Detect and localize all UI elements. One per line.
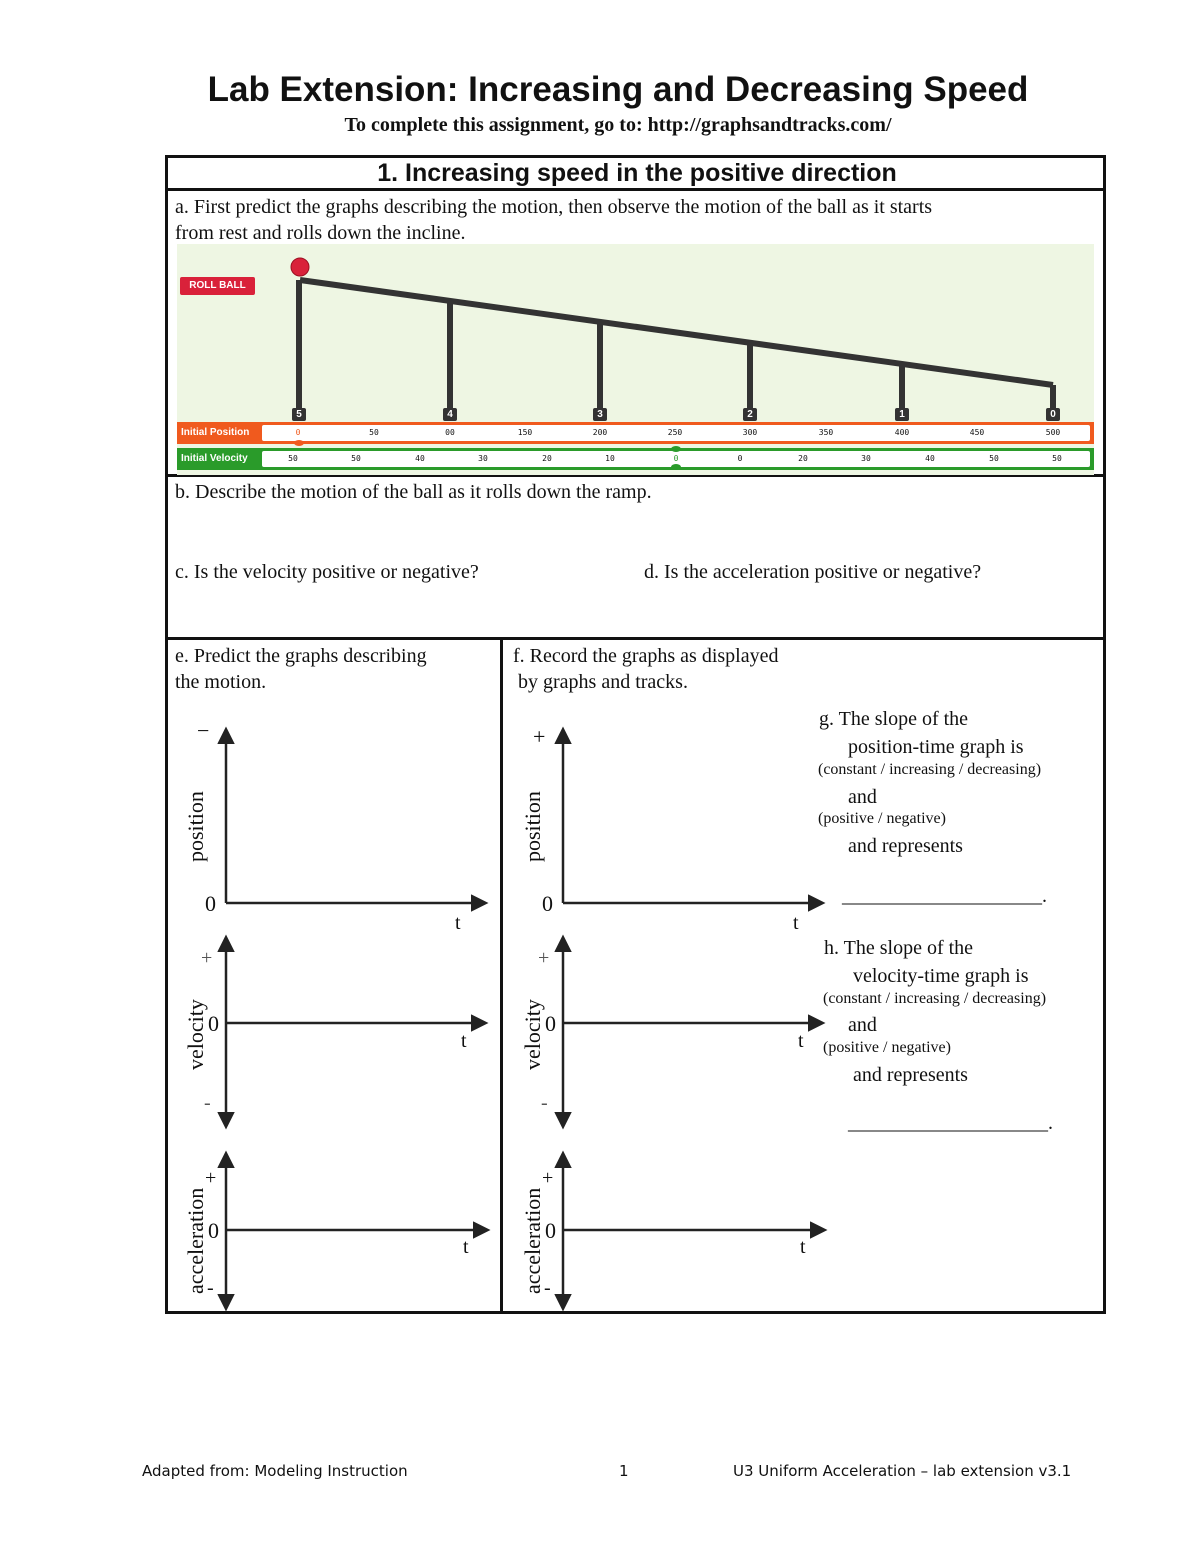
velocity-tick: 50 [351,454,361,463]
question-d: d. Is the acceleration positive or negative? [644,561,982,583]
slope-g-line1: g. The slope of the [819,708,969,730]
position-tick: 400 [894,428,910,437]
velocity-tick: 30 [478,454,488,463]
velocity-tick: 20 [798,454,808,463]
footer-source: Adapted from: Modeling Instruction [142,1462,408,1480]
question-b: b. Describe the motion of the ball as it rolls down the ramp. [175,481,652,503]
left-position-zero: 0 [205,891,216,916]
slope-g-blank[interactable]: ____________________. [842,885,1047,907]
position-tick: 200 [592,428,608,437]
left-acceleration-minus: - [207,1277,214,1299]
velocity-tick: 0 [737,454,743,463]
velocity-tick: 20 [542,454,552,463]
slope-h-options1: (constant / increasing / decreasing) [823,990,1047,1007]
right-velocity-minus: - [541,1092,548,1114]
question-f-line1: f. Record the graphs as displayed [513,645,779,667]
right-position-t-label: t [793,912,799,934]
right-acceleration-axis-label: acceleration [520,1187,545,1294]
position-tick: 250 [667,428,683,437]
slope-g-represents: and represents [848,835,963,857]
left-velocity-zero: 0 [208,1011,219,1036]
velocity-tick: 40 [415,454,425,463]
post-number-0: 0 [1046,408,1060,421]
slope-g-and: and [848,786,877,808]
right-acceleration-zero: 0 [545,1218,556,1243]
right-velocity-t-label: t [798,1030,804,1052]
initial-velocity-label: Initial Velocity [181,453,248,464]
right-acceleration-minus: - [544,1277,551,1299]
question-a-line2: from rest and rolls down the incline. [175,222,466,244]
slope-h-line2: velocity-time graph is [853,965,1029,987]
position-tick: 300 [742,428,758,437]
left-acceleration-t-label: t [463,1236,469,1258]
right-acceleration-t-label: t [800,1236,806,1258]
left-acceleration-axis-label: acceleration [183,1187,208,1294]
assignment-link-text: To complete this assignment, go to: http://graphsandtracks.com/ [344,114,892,136]
position-tick: 0 [295,428,301,437]
right-position-axis-label: position [520,791,545,862]
position-tick: 450 [969,428,985,437]
slope-h-line1: h. The slope of the [824,937,974,959]
slope-h-represents: and represents [853,1064,968,1086]
left-velocity-axis-label: velocity [183,999,208,1070]
initial-position-label: Initial Position [181,427,250,438]
post-number-4: 4 [443,408,457,421]
left-velocity-plus: + [201,947,213,969]
velocity-tick: 50 [288,454,298,463]
right-velocity-axis-label: velocity [520,999,545,1070]
slope-g-options1: (constant / increasing / decreasing) [818,761,1042,778]
left-velocity-minus: - [204,1092,211,1114]
question-e-line1: e. Predict the graphs describing [175,645,427,667]
post-number-3: 3 [593,408,607,421]
question-c: c. Is the velocity positive or negative? [175,561,479,583]
left-velocity-t-label: t [461,1030,467,1052]
velocity-tick: 10 [605,454,615,463]
slope-h-and: and [848,1014,877,1036]
left-position-t-label: t [455,912,461,934]
post-number-2: 2 [743,408,757,421]
left-acceleration-plus: + [205,1167,217,1189]
position-tick: 00 [445,428,455,437]
question-e-line2: the motion. [175,671,267,693]
footer-document-id: U3 Uniform Acceleration – lab extension v3.1 [733,1462,1072,1480]
velocity-tick: 0 [673,454,679,463]
velocity-tick: 40 [925,454,935,463]
right-velocity-zero: 0 [545,1011,556,1036]
slope-g-options2: (positive / negative) [818,810,946,827]
slope-h-blank[interactable]: ____________________. [848,1112,1053,1134]
roll-ball-button[interactable]: ROLL BALL [180,277,255,295]
footer-page-number: 1 [619,1462,629,1480]
question-f-line2: by graphs and tracks. [518,671,688,693]
post-number-1: 1 [895,408,909,421]
right-position-zero: 0 [542,891,553,916]
right-velocity-plus: + [538,947,550,969]
velocity-tick: 50 [1052,454,1062,463]
velocity-tick: 30 [861,454,871,463]
velocity-tick: 50 [989,454,999,463]
left-position-sign: − [197,718,210,743]
right-position-plus: + [533,724,546,749]
position-tick: 350 [818,428,834,437]
left-acceleration-zero: 0 [208,1218,219,1243]
position-tick: 500 [1045,428,1061,437]
slope-h-options2: (positive / negative) [823,1039,951,1056]
post-number-5: 5 [292,408,306,421]
question-a-line1: a. First predict the graphs describing the motion, then observe the motion of the ball as it starts [175,196,933,218]
right-acceleration-plus: + [542,1167,554,1189]
position-tick: 50 [369,428,379,437]
left-position-axis-label: position [183,791,208,862]
slope-g-line2: position-time graph is [848,736,1024,758]
position-tick: 150 [517,428,533,437]
page-title: Lab Extension: Increasing and Decreasing Speed [207,70,1029,109]
section-heading: 1. Increasing speed in the positive direction [377,159,897,187]
